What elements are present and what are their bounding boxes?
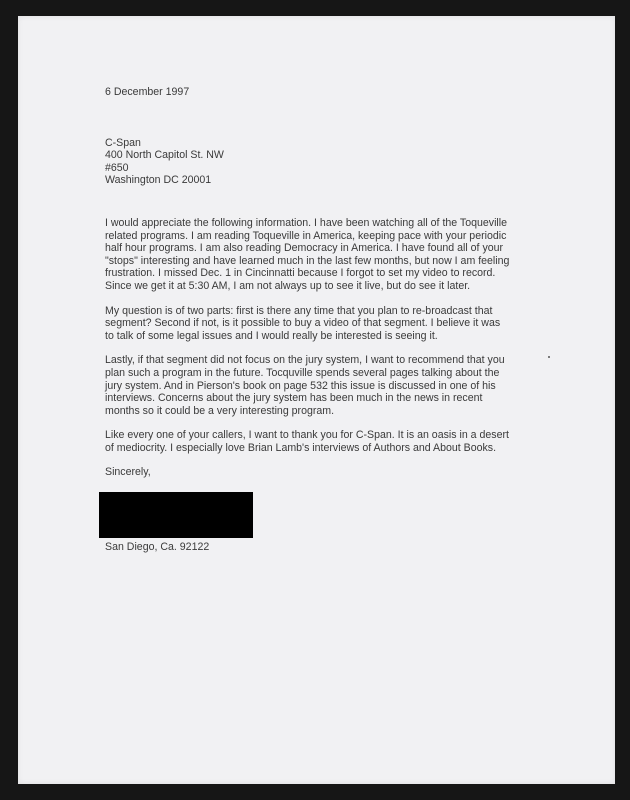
letter-body	[105, 86, 575, 554]
redacted-signature-block	[99, 492, 253, 538]
address-line: C-Span	[105, 136, 141, 149]
text-line: "stops" interesting and have learned much in the last few months, but now I am feeling	[105, 254, 510, 267]
text-line: Since we get it at 5:30 AM, I am not always up to see it live, but do see it later.	[105, 279, 471, 292]
paragraph-thanks	[105, 429, 575, 454]
paragraph-request	[105, 217, 575, 293]
recipient-address	[105, 137, 575, 187]
text-line: jury system. And in Pierson's book on page 532 this issue is discussed in one of his	[105, 379, 496, 392]
text-line: to talk of some legal issues and I would really be interested is seeing it.	[105, 329, 438, 342]
text-line: of mediocrity. I especially love Brian Lamb's interviews of Authors and About Books.	[105, 441, 497, 454]
text-line: half hour programs. I am also reading Democracy in America. I have found all of your	[105, 242, 504, 255]
text-line: segment? Second if not, is it possible to buy a video of that segment. I believe it was	[105, 317, 501, 330]
text-line: interviews. Concerns about the jury system has been much in the news in recent	[105, 392, 483, 405]
address-line: Washington DC 20001	[105, 174, 212, 187]
text-line: Lastly, if that segment did not focus on the jury system, I want to recommend that you	[105, 354, 505, 367]
text-line: months so it could be a very interesting program.	[105, 404, 335, 417]
letter-date: 6 December 1997	[105, 86, 190, 98]
text-line: related programs. I am reading Toqueville in America, keeping pace with your periodic	[105, 229, 507, 242]
text-line: Like every one of your callers, I want to thank you for C-Span. It is an oasis in a desert	[105, 429, 509, 442]
text-line: frustration. I missed Dec. 1 in Cincinnatti because I forgot to set my video to record.	[105, 267, 496, 280]
paragraph-recommendation	[105, 354, 575, 417]
text-line: My question is of two parts: first is there any time that you plan to re-broadcast that	[105, 304, 493, 317]
paragraph-question	[105, 305, 575, 343]
text-line: I would appreciate the following information. I have been watching all of the Toqueville	[105, 216, 508, 229]
address-line: 400 North Capitol St. NW	[105, 149, 224, 162]
closing: Sincerely,	[105, 466, 151, 479]
text-line: plan such a program in the future. Tocquville spends several pages talking about the	[105, 366, 500, 379]
address-line: #650	[105, 161, 129, 174]
sender-city-line: San Diego, Ca. 92122	[105, 541, 210, 554]
letter-page	[18, 16, 615, 784]
